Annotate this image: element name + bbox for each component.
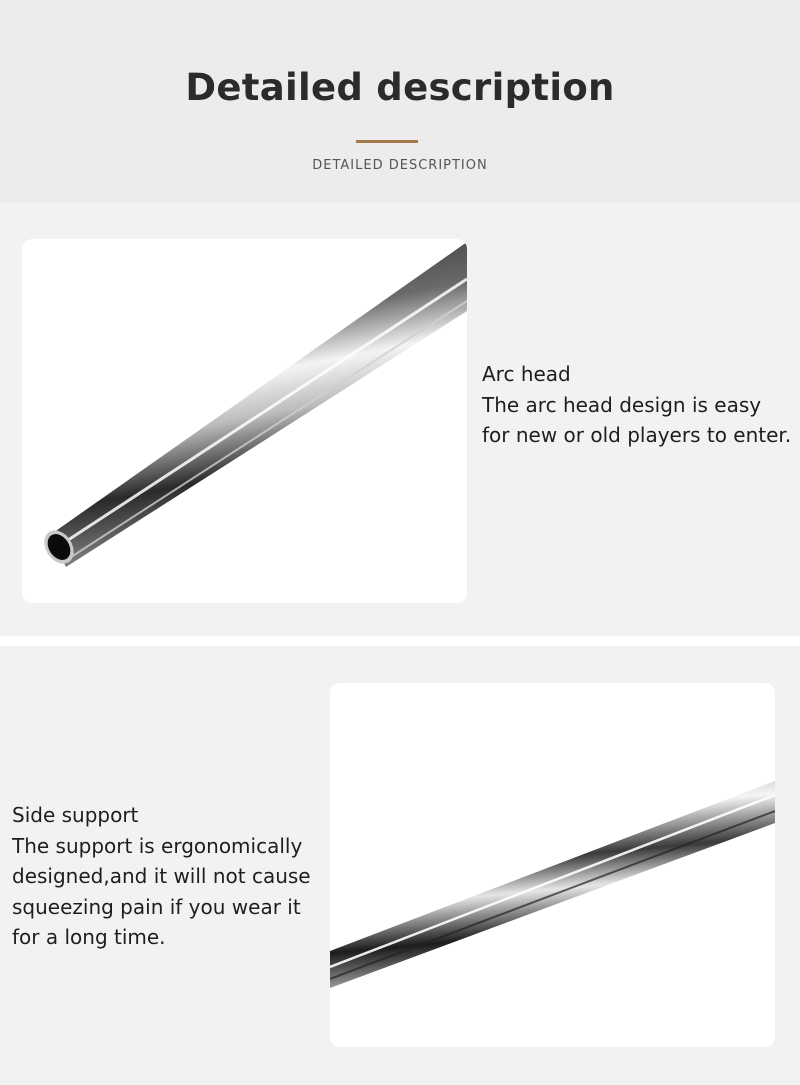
feature-section-side-support <box>0 646 800 1085</box>
accent-bar <box>356 140 418 143</box>
feature-body: The arc head design is easy for new or old players to enter. <box>482 392 792 447</box>
feature-heading: Side support <box>12 803 139 827</box>
metal-rod-side-image <box>330 683 775 1047</box>
feature-section-arc-head <box>0 203 800 636</box>
feature-image-card <box>22 239 467 603</box>
feature-heading: Arc head <box>482 362 571 386</box>
feature-image-card <box>330 683 775 1047</box>
feature-text-arc-head <box>482 359 792 451</box>
metal-tube-end-image <box>22 239 467 603</box>
feature-text-side-support <box>12 800 330 953</box>
page-subtitle: DETAILED DESCRIPTION <box>312 158 488 173</box>
header-banner <box>0 0 800 203</box>
section-divider <box>0 636 800 646</box>
page-title: Detailed description <box>185 66 615 109</box>
feature-body: The support is ergonomically designed,and it will not cause squeezing pain if you wear it for a long time. <box>12 833 311 949</box>
